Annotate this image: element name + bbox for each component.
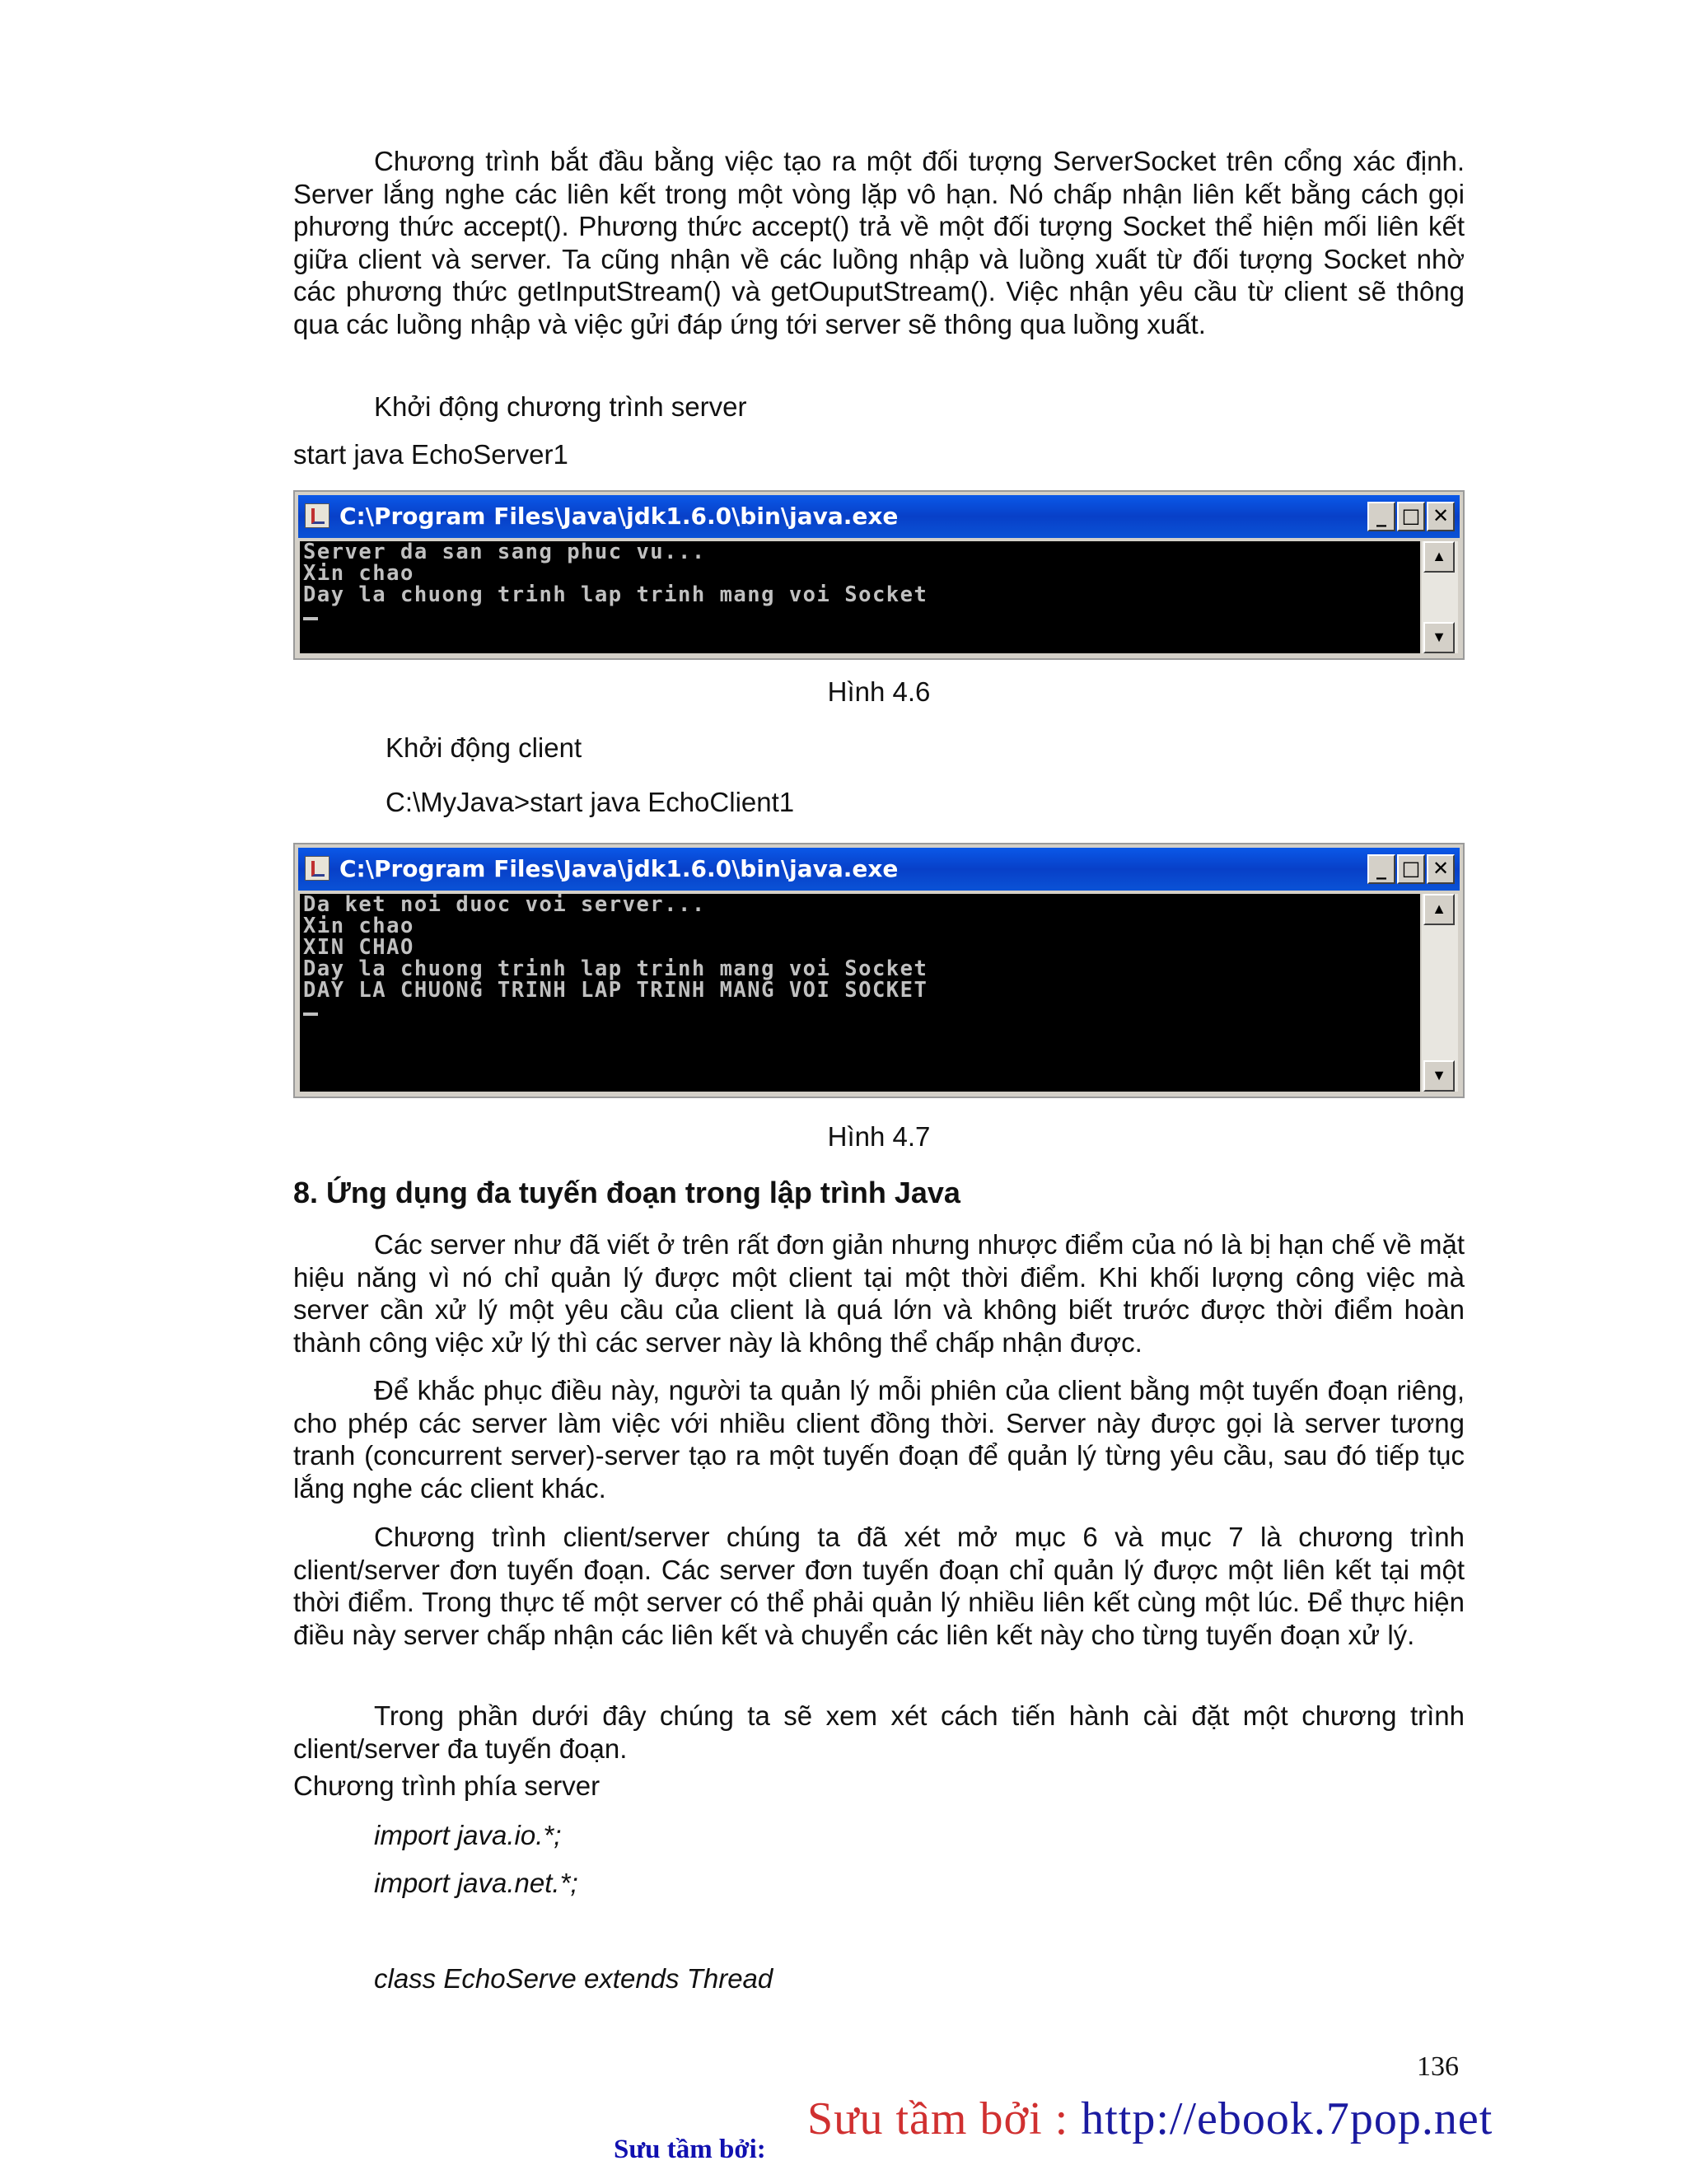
paragraph-concurrent-server: Để khắc phục điều này, người ta quản lý mỗi phiên của client bằng một tuyến đoạn riêng, cho phép các server làm việc với nhiều client đồng thời. Server này được gọi là server tương tranh (concurrent server)-server tạo ra một tuyến đoạn để quản lý từng yêu cầu, sau đó tiếp tục lắng nghe các client khác. xyxy=(293,1375,1465,1504)
watermark-lead-text: Sưu tầm bởi : xyxy=(807,2093,1082,2144)
console-line: Day la chuong trinh lap trinh mang voi Socket xyxy=(303,956,928,981)
minimize-button[interactable]: _ xyxy=(1367,502,1395,531)
java-app-icon xyxy=(305,503,329,528)
close-button[interactable]: ✕ xyxy=(1427,854,1455,884)
scroll-up-button[interactable]: ▲ xyxy=(1423,894,1455,925)
console-line: Day la chuong trinh lap trinh mang voi Socket xyxy=(303,582,928,607)
console-line: Xin chao xyxy=(303,914,414,938)
console-output xyxy=(300,541,1420,653)
source-watermark[interactable] xyxy=(807,2093,1493,2145)
vertical-scrollbar[interactable] xyxy=(1422,541,1458,653)
paragraph-single-thread: Chương trình client/server chúng ta đã xét mở mục 6 và mục 7 là chương trình client/server đơn tuyến đoạn. Các server đơn tuyến đoạn chỉ quản lý được một liên kết tại một thời điểm. Trong thực tế một server có thể phải quản lý nhiều liên kết cùng một lúc. Để thực hiện điều này server chấp nhận các liên kết và chuyển các liên kết này cho từng tuyến đoạn xử lý. xyxy=(293,1522,1465,1650)
code-line: import java.io.*; xyxy=(374,1820,562,1850)
console-window-server xyxy=(293,490,1465,660)
console-line: Server da san sang phuc vu... xyxy=(303,541,706,564)
maximize-button[interactable]: □ xyxy=(1397,502,1425,531)
title-bar xyxy=(298,495,1460,538)
page-number: 136 xyxy=(1417,2051,1459,2082)
scroll-up-button[interactable]: ▲ xyxy=(1423,541,1455,573)
minimize-button[interactable]: _ xyxy=(1367,854,1395,884)
java-app-icon xyxy=(305,856,329,881)
scroll-down-button[interactable]: ▼ xyxy=(1423,1060,1455,1092)
console-output xyxy=(300,894,1420,1092)
server-start-command: start java EchoServer1 xyxy=(293,439,568,470)
code-line: class EchoServe extends Thread xyxy=(374,1963,773,1994)
paragraph-serversocket: Chương trình bắt đầu bằng việc tạo ra một đối tượng ServerSocket trên cổng xác định. Server lắng nghe các liên kết trong một vòng lặp vô hạn. Nó chấp nhận liên kết bằng cách gọi phương thức accept(). Phương thức accept() trả về một đối tượng Socket thể hiện mối liên kết giữa client và server. Ta cũng nhận về các luồng nhập và luồng xuất từ đối tượng Socket nhờ các phương thức getInputStream() và getOuputStream(). Việc nhận yêu cầu từ client sẽ thông qua các luồng nhập và việc gửi đáp ứng tới server sẽ thông qua luồng xuất. xyxy=(293,146,1465,339)
console-line: Xin chao xyxy=(303,561,414,586)
server-side-label: Chương trình phía server xyxy=(293,1770,600,1801)
maximize-button[interactable]: □ xyxy=(1397,854,1425,884)
vertical-scrollbar[interactable] xyxy=(1422,894,1458,1092)
figure-caption-4-7: Hình 4.7 xyxy=(827,1121,931,1152)
client-start-command: C:\MyJava>start java EchoClient1 xyxy=(386,787,795,817)
scroll-down-button[interactable]: ▼ xyxy=(1423,622,1455,653)
text-cursor xyxy=(303,617,318,620)
watermark-url-link[interactable]: http://ebook.7pop.net xyxy=(1081,2093,1493,2144)
paragraph-multithread-intro: Trong phần dưới đây chúng ta sẽ xem xét cách tiến hành cài đặt một chương trình client/server đa tuyến đoạn. xyxy=(293,1700,1465,1764)
console-window-client xyxy=(293,843,1465,1098)
client-start-label: Khởi động client xyxy=(386,732,582,763)
section-heading: 8. Ứng dụng đa tuyến đoạn trong lập trình Java xyxy=(293,1176,960,1209)
code-line: import java.net.*; xyxy=(374,1868,578,1898)
console-line: DAY LA CHUONG TRINH LAP TRINH MANG VOI SOCKET xyxy=(303,978,928,1003)
console-line: Da ket noi duoc voi server... xyxy=(303,894,706,917)
collected-by-label: Sưu tầm bởi: xyxy=(614,2135,766,2164)
title-bar xyxy=(298,848,1460,891)
figure-caption-4-6: Hình 4.6 xyxy=(827,676,931,707)
server-start-label: Khởi động chương trình server xyxy=(374,391,747,422)
window-title: C:\Program Files\Java\jdk1.6.0\bin\java.exe xyxy=(339,503,899,530)
text-cursor xyxy=(303,1012,318,1016)
window-title: C:\Program Files\Java\jdk1.6.0\bin\java.exe xyxy=(339,855,899,882)
paragraph-limitation: Các server như đã viết ở trên rất đơn giản nhưng nhược điểm của nó là bị hạn chế về mặt hiệu năng vì nó chỉ quản lý được một client tại một thời điểm. Khi khối lượng công việc mà server cần xử lý một yêu cầu của client là quá lớn và không biết trước được thời điểm hoàn thành công việc xử lý thì các server này là không thể chấp nhận được. xyxy=(293,1229,1465,1358)
close-button[interactable]: ✕ xyxy=(1427,502,1455,531)
console-line: XIN CHAO xyxy=(303,935,414,960)
